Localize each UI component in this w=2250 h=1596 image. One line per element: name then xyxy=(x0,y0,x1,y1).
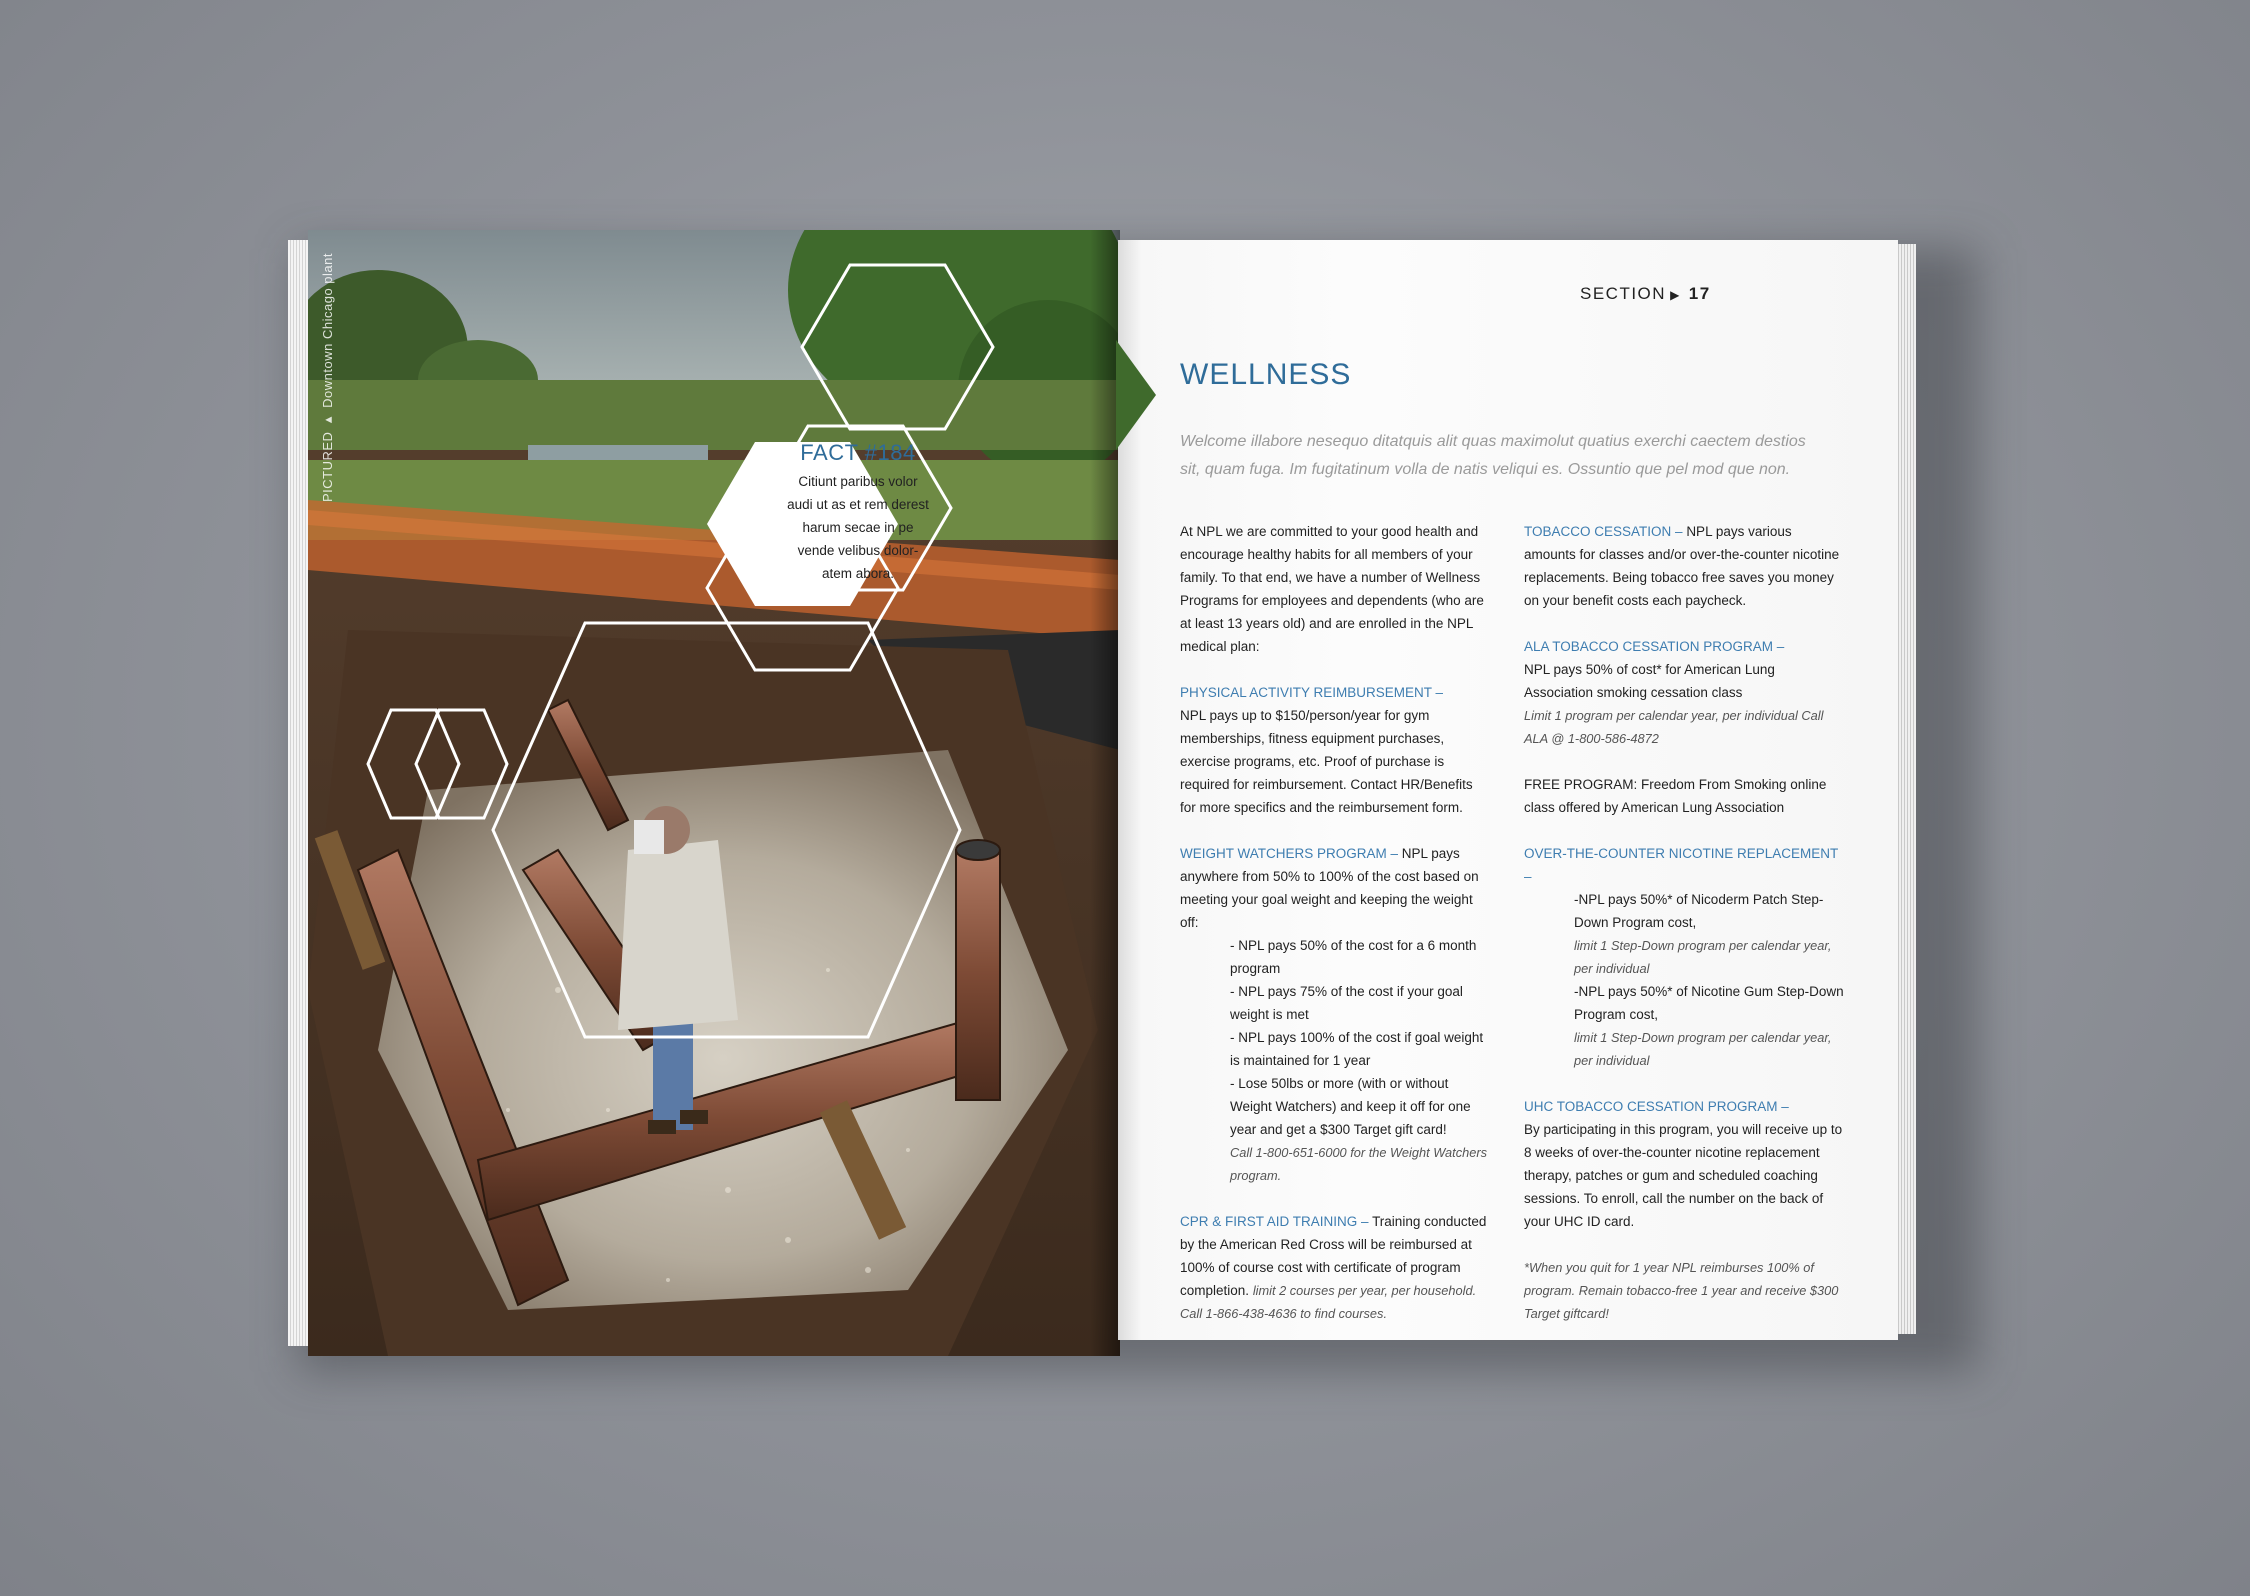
right-page-edges xyxy=(1896,244,1916,1334)
uhc-section xyxy=(1524,1095,1844,1233)
ala-section xyxy=(1524,635,1844,750)
physical-body: NPL pays up to $150/person/year for gym memberships, fitness equipment purchases, exercise programs, etc. Proof of purchase is required for reimbursement. Contact HR/Benefits for more specifics and the reimbursement form. xyxy=(1180,708,1473,815)
list-item: - Lose 50lbs or more (with or without Weight Watchers) and keep it off for one year and get a $300 Target gift card! xyxy=(1230,1076,1471,1137)
left-text-column xyxy=(1180,520,1490,1348)
otc-heading: OVER-THE-COUNTER NICOTINE REPLACEMENT – xyxy=(1524,846,1839,884)
ala-body: NPL pays 50% of cost* for American Lung Association smoking cessation class xyxy=(1524,662,1775,700)
footnote: *When you quit for 1 year NPL reimburses 100% of program. Remain tobacco-free 1 year and receive $300 Target giftcard! xyxy=(1524,1260,1839,1321)
list-item-note: limit 1 Step-Down program per calendar year, per individual xyxy=(1574,938,1832,976)
fact-title: FACT #184 xyxy=(800,440,916,465)
page-title: WELLNESS xyxy=(1180,358,1352,391)
intro-paragraph: Welcome illabore nesequo ditatquis alit quas maximolut quatius exerchi caectem destios sit, quam fuga. Im fugitatinum volla de natis veliqui es. Ossuntio que pel mod que non. xyxy=(1180,433,1806,478)
ww-heading: WEIGHT WATCHERS PROGRAM – xyxy=(1180,846,1399,861)
otc-section xyxy=(1524,842,1844,888)
uhc-body: By participating in this program, you will receive up to 8 weeks of over-the-counter nicotine replacement therapy, patches or gum and scheduled coaching sessions. To enroll, call the number on the back of your UHC ID card. xyxy=(1524,1122,1843,1229)
fact-callout xyxy=(778,440,938,585)
free-program: FREE PROGRAM: Freedom From Smoking online class offered by American Lung Association xyxy=(1524,777,1827,815)
fact-line: vende velibus dolor- xyxy=(797,543,919,558)
section-label: SECTION xyxy=(1580,284,1667,303)
physical-heading: PHYSICAL ACTIVITY REIMBURSEMENT – xyxy=(1180,685,1444,700)
section-header xyxy=(1580,284,1711,304)
magazine-spread xyxy=(288,230,1972,1356)
physical-activity-section xyxy=(1180,681,1490,819)
cpr-body: Training conducted by the American Red Cross will be reimbursed at 100% of course cost with certificate of program completion. xyxy=(1180,1214,1487,1298)
otc-list xyxy=(1524,888,1844,1072)
wellness-intro: At NPL we are committed to your good health and encourage healthy habits for all members of your family. To that end, we have a number of Wellness Programs for employees and dependents (who are at least 13 years old) and are enrolled in the NPL medical plan: xyxy=(1180,524,1484,654)
list-item-note: limit 1 Step-Down program per calendar year, per individual xyxy=(1574,1030,1832,1068)
uhc-heading: UHC TOBACCO CESSATION PROGRAM – xyxy=(1524,1099,1789,1114)
list-item: - NPL pays 50% of the cost for a 6 month program xyxy=(1230,938,1477,976)
excavation-photo xyxy=(308,230,1120,1356)
list-item: - NPL pays 75% of the cost if your goal weight is met xyxy=(1230,984,1463,1022)
fact-line: atem abora. xyxy=(821,566,895,581)
right-page-text xyxy=(1118,240,1898,1340)
cpr-note: limit 2 courses per year, per household. Call 1-866-438-4636 to find courses. xyxy=(1180,1283,1477,1321)
page-number: 17 xyxy=(1688,284,1711,303)
list-item: -NPL pays 50%* of Nicoderm Patch Step-Down Program cost, xyxy=(1574,892,1824,930)
ala-note: Limit 1 program per calendar year, per individual Call ALA @ 1-800-586-4872 xyxy=(1524,708,1824,746)
weight-watchers-section xyxy=(1180,842,1490,934)
left-page-photo xyxy=(308,230,1120,1356)
right-text-column xyxy=(1524,520,1844,1348)
ala-heading: ALA TOBACCO CESSATION PROGRAM – xyxy=(1524,639,1785,654)
cpr-heading: CPR & FIRST AID TRAINING – xyxy=(1180,1214,1369,1229)
list-item: - NPL pays 100% of the cost if goal weight is maintained for 1 year xyxy=(1230,1030,1484,1068)
fact-line: Citiunt paribus volor xyxy=(798,474,918,489)
pictured-caption: PICTURED ▸ Downtown Chicago plant xyxy=(320,253,335,502)
ww-body: NPL pays anywhere from 50% to 100% of the cost based on meeting your goal weight and keeping the weight off: xyxy=(1180,846,1479,930)
fact-body xyxy=(778,470,938,585)
arrow-right-icon: ▶ xyxy=(1670,288,1681,302)
ww-list xyxy=(1180,934,1490,1187)
tobacco-heading: TOBACCO CESSATION – xyxy=(1524,524,1683,539)
list-item: -NPL pays 50%* of Nicotine Gum Step-Down Program cost, xyxy=(1574,984,1844,1022)
tobacco-body: NPL pays various amounts for classes and/or over-the-counter nicotine replacements. Being tobacco free saves you money on your benefit costs each paycheck. xyxy=(1524,524,1840,608)
ww-note: Call 1-800-651-6000 for the Weight Watchers program. xyxy=(1230,1145,1488,1183)
left-page-edges xyxy=(288,240,310,1346)
fact-line: harum secae in pe xyxy=(802,520,914,535)
cpr-section xyxy=(1180,1210,1490,1325)
hex-notch-shape xyxy=(1116,340,1166,450)
fact-line: audi ut as et rem derest xyxy=(787,497,929,512)
tobacco-section xyxy=(1524,520,1844,612)
